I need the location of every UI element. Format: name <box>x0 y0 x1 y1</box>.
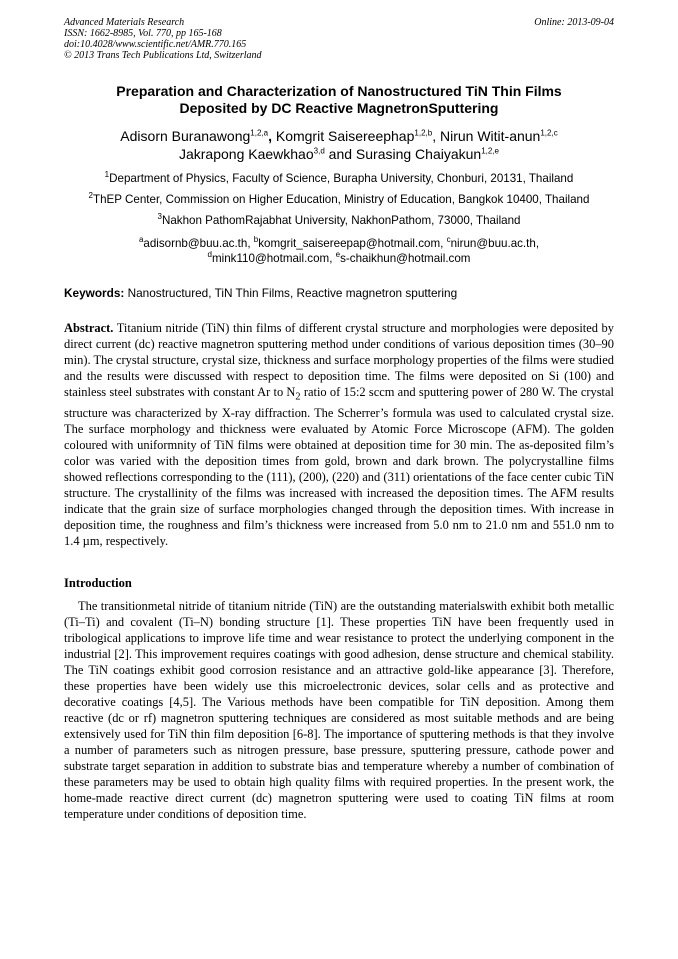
affiliation-3: $^3$Nakhon PathomRajabhat University, NakhonPathom, 73000, Thailand <box>157 212 521 227</box>
email-c: nirun@buu.ac.th, <box>450 237 540 250</box>
title-line-1: Preparation and Characterization of Nanostructured TiN Thin Films <box>116 83 562 99</box>
section-heading-introduction: Introduction <box>64 576 132 590</box>
affiliation-1: $^1$Department of Physics, Faculty of Science, Burapha University, Chonburi, 20131, Thailand <box>104 170 574 185</box>
email-e: s-chaikhun@hotmail.com <box>340 252 471 265</box>
copyright-line: © 2013 Trans Tech Publications Ltd, Switzerland <box>64 50 262 61</box>
keywords <box>64 286 614 301</box>
email-a: adisornb@buu.ac.th, <box>143 237 254 250</box>
author-3: Nirun Witit-anun$^{1,2,c}$ <box>439 128 558 144</box>
abstract: Abstract. Titanium nitride (TiN) thin films of different crystal structure and morphologies were deposited by direct current (dc) reactive magnetron sputtering method under conditions of various deposition times (30–90 min). The crystal structure, crystal size, thickness and surface morphology properties of the films were studied and the results were discussed with respect to deposition time. The films were deposited on Si (100) and stainless steel substrates with constant Ar to $N_2$ ratio of 15:2 sccm and sputtering power of 280 W. The crystal structure was characterized by X-ray diffraction. The Scherrer’s formula was used to calculated crystal size. The surface morphology and thickness were evaluated by Atomic Force Microscope (AFM). The golden coloured with uniformnity of TiN films were obtained at deposition time for 30 min. The as-deposited film’s color was varied with the deposition times from gold, brown and dark brown. The polycrystalline films showed reflections corresponding to the (111), (200), (220) and (311) orientations of the face center cubic TiN structure. The crystallinity of the films was increased with increased the deposition times. The AFM results indicate that the grain size of surface morphologies changed through the deposition times. With increase in deposition time, the roughness and film’s thickness were increased from 5.0 nm to 21.0 nm and 551.0 nm to 1.4 µm, respectively. <box>64 321 614 549</box>
issn-line: ISSN: 1662-8985, Vol. 770, pp 165-168 <box>64 28 222 39</box>
journal-header <box>64 17 614 61</box>
affiliation-2: $^2$ThEP Center, Commission on Higher Education, Ministry of Education, Bangkok 10400, Thailand <box>88 191 590 206</box>
email-d: mink110@hotmail.com, <box>211 252 336 265</box>
author-2: Komgrit Saisereephap$^{1,2,b}$, <box>275 128 440 144</box>
author-emails: $^a$adisornb@buu.ac.th, $^b$komgrit_saisereepap@hotmail.com, $^c$nirun@buu.ac.th, $^d$mink110@hotmail.com, $^e$s-chaikhun@hotmail.com <box>138 235 540 265</box>
keywords-label: Keywords: <box>64 286 125 300</box>
author-5: Surasing Chaiyakun$^{1,2,e}$ <box>355 146 499 162</box>
journal-name: Advanced Materials Research <box>64 17 185 28</box>
online-date: Online: 2013-09-04 <box>534 17 614 28</box>
introduction-paragraph: The transitionmetal nitride of titanium nitride (TiN) are the outstanding materialswith exhibit both metallic (Ti–Ti) and covalent (Ti–N) bonding structure [1]. These properties TiN have been frequently used in tribological applications to improve life time and wear resistance to protect the underlying component in the industrial [2]. This improvement requires coatings with good adhesion, dense structure and chemical stability. The TiN coatings exhibit good corrosion resistance and an attractive gold-like appearance [3]. Therefore, these properties have been widely use this microelectronic devices, solar cells and as protective and decorative coatings [4,5]. The Various methods have been compatible for TiN deposition. Among them reactive (dc or rf) magnetron sputtering techniques are considered as most suitable methods and are being extensively used for TiN thin film deposition [6-8]. The importance of sputtering methods is that they involve a number of parameters such as nitrogen pressure, base pressure, sputtering pressure, cathode power and substrate target separation in addition to substrate bias and temperature whereby a number of combination of these parameters may be used to obtain high quality films with required properties. In the present work, the home-made reactive direct current (dc) magnetron sputtering were used to coating TiN films at room temperature under conditions of deposition time. <box>64 599 614 821</box>
abstract-label: Abstract. <box>64 321 114 335</box>
author-4: Jakrapong Kaewkhao$^{3,d}$ and <box>178 146 356 162</box>
doi-line: doi:10.4028/www.scientific.net/AMR.770.165 <box>64 39 247 50</box>
author-list <box>64 127 614 163</box>
paper-title <box>64 83 614 117</box>
keywords-text: Nanostructured, TiN Thin Films, Reactive magnetron sputtering <box>124 286 458 300</box>
author-1: Adisorn Buranawong$^{1,2,a}$, <box>120 128 276 144</box>
title-line-2: Deposited by DC Reactive MagnetronSputtering <box>179 100 499 116</box>
email-b: komgrit_saisereepap@hotmail.com, <box>258 237 447 250</box>
